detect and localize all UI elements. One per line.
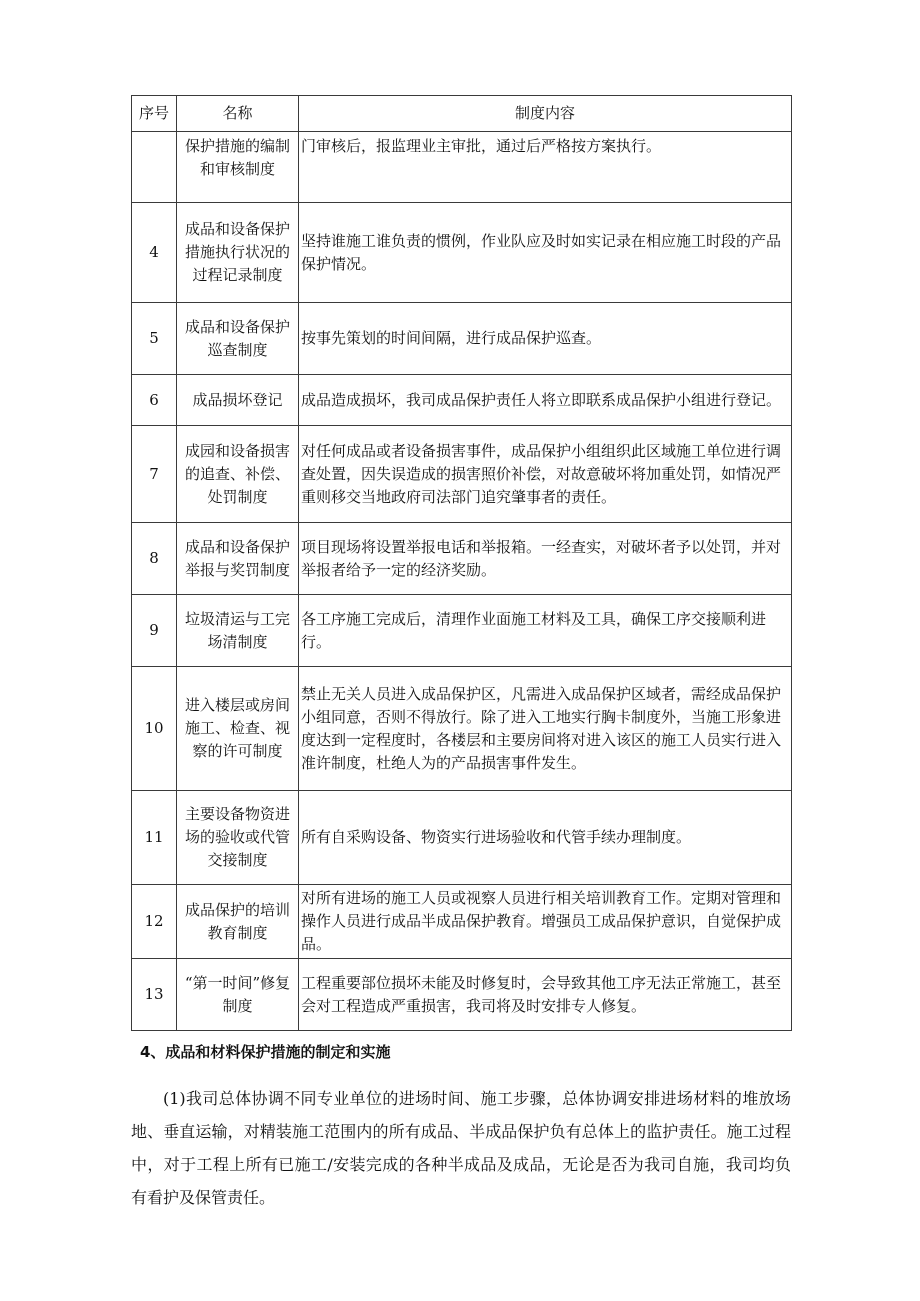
table-row — [132, 426, 792, 523]
table-row — [132, 375, 792, 426]
row-content: 对所有进场的施工人员或视察人员进行相关培训教育工作。定期对管理和操作人员进行成品半成品保护教育。增强员工成品保护意识，自觉保护成品。 — [299, 885, 792, 959]
row-content: 按事先策划的时间间隔，进行成品保护巡查。 — [299, 303, 792, 375]
row-no: 8 — [132, 523, 177, 595]
row-content: 禁止无关人员进入成品保护区，凡需进入成品保护区域者，需经成品保护小组同意，否则不得放行。除了进入工地实行胸卡制度外，当施工形象进度达到一定程度时，各楼层和主要房间将对进入该区的施工人员实行进入准许制度，杜绝人为的产品损害事件发生。 — [299, 667, 792, 791]
row-content: 所有自采购设备、物资实行进场验收和代管手续办理制度。 — [299, 791, 792, 885]
row-no: 12 — [132, 885, 177, 959]
table-row — [132, 303, 792, 375]
header-content: 制度内容 — [299, 96, 792, 132]
row-name: 成品和设备保护措施执行状况的过程记录制度 — [177, 203, 299, 303]
row-content: 工程重要部位损坏未能及时修复时，会导致其他工序无法正常施工，甚至会对工程造成严重损害，我司将及时安排专人修复。 — [299, 959, 792, 1031]
row-content: 各工序施工完成后，清理作业面施工材料及工具，确保工序交接顺利进行。 — [299, 595, 792, 667]
row-no: 7 — [132, 426, 177, 523]
row-content: 门审核后，报监理业主审批，通过后严格按方案执行。 — [299, 132, 792, 203]
header-no: 序号 — [132, 96, 177, 132]
row-name: 成品损坏登记 — [177, 375, 299, 426]
row-no: 9 — [132, 595, 177, 667]
row-no: 6 — [132, 375, 177, 426]
section-title: 4、成品和材料保护措施的制定和实施 — [140, 1043, 391, 1061]
row-name: 主要设备物资进场的验收或代管交接制度 — [177, 791, 299, 885]
table-row — [132, 959, 792, 1031]
protection-rules-table — [131, 95, 792, 1031]
row-no: 5 — [132, 303, 177, 375]
row-name: 保护措施的编制和审核制度 — [177, 132, 299, 203]
row-name: 垃圾清运与工完场清制度 — [177, 595, 299, 667]
row-no: 13 — [132, 959, 177, 1031]
row-name: 成品保护的培训教育制度 — [177, 885, 299, 959]
row-name: 成品和设备保护举报与奖罚制度 — [177, 523, 299, 595]
row-name: “第一时间”修复制度 — [177, 959, 299, 1031]
header-name: 名称 — [177, 96, 299, 132]
row-no: 11 — [132, 791, 177, 885]
table-header-row — [132, 96, 792, 132]
table-row — [132, 203, 792, 303]
table-row — [132, 667, 792, 791]
table-row — [132, 595, 792, 667]
row-no: 4 — [132, 203, 177, 303]
table-row — [132, 523, 792, 595]
row-content: 对任何成品或者设备损害事件，成品保护小组组织此区域施工单位进行调查处置，因失误造成的损害照价补偿，对故意破坏将加重处罚，如情况严重则移交当地政府司法部门追究肇事者的责任。 — [299, 426, 792, 523]
row-name: 进入楼层或房间施工、检查、视察的许可制度 — [177, 667, 299, 791]
row-no: 10 — [132, 667, 177, 791]
row-content: 成品造成损坏，我司成品保护责任人将立即联系成品保护小组进行登记。 — [299, 375, 792, 426]
row-name: 成园和设备损害的追查、补偿、处罚制度 — [177, 426, 299, 523]
row-no — [132, 132, 177, 203]
row-name: 成品和设备保护巡查制度 — [177, 303, 299, 375]
table-row — [132, 791, 792, 885]
row-content: 项目现场将设置举报电话和举报箱。一经查实，对破坏者予以处罚，并对举报者给予一定的经济奖励。 — [299, 523, 792, 595]
table-row — [132, 132, 792, 203]
body-paragraph: (1)我司总体协调不同专业单位的进场时间、施工步骤，总体协调安排进场材料的堆放场地、垂直运输，对精装施工范围内的所有成品、半成品保护负有总体上的监护责任。施工过程中，对于工程上所有已施工/安装完成的各种半成品及成品，无论是否为我司自施，我司均负有看护及保管责任。 — [131, 1089, 791, 1207]
row-content: 坚持谁施工谁负责的惯例，作业队应及时如实记录在相应施工时段的产品保护情况。 — [299, 203, 792, 303]
table-row — [132, 885, 792, 959]
